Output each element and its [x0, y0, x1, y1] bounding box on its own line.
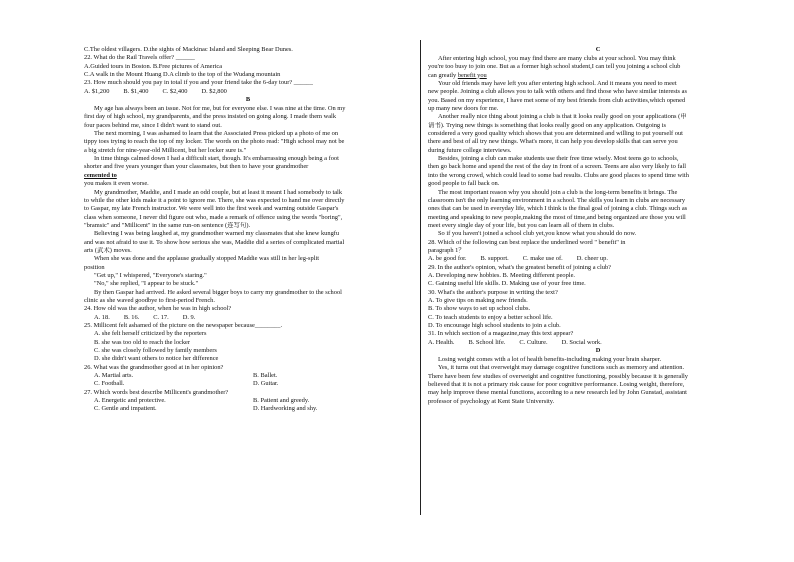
text-line: 22. What do the Rail Travels offer? ______: [84, 54, 195, 62]
text-line: The most important reason why you should join a club is the long-term benefits it brings. The: [438, 188, 678, 196]
text-line: into the wrong crowd, which could lead to some bad results. Clubs are good places to spend time with: [428, 171, 689, 179]
text-line: 23. How much should you pay in total if you and your friend take the 6-day tour? ______: [84, 79, 313, 87]
option: A. Energetic and protective.: [94, 397, 166, 405]
text-line: "Get up," I whispered, "Everyone's staring.": [94, 271, 207, 279]
option: D. she didn't want others to notice her difference: [94, 355, 219, 363]
q24-options: [84, 314, 412, 322]
passage-c-benefit-line: [428, 72, 768, 80]
text-line: position: [84, 263, 105, 271]
left-column: [84, 46, 412, 414]
section-heading-b: B: [245, 96, 251, 104]
text-line: Your old friends may have left you after entering high school. And it means you need to meet: [438, 80, 677, 88]
text-line: four paces behind me, since I didn't want to stand out.: [84, 121, 222, 129]
option: A. To give tips on making new friends.: [428, 296, 528, 304]
option: C. make use of.: [522, 255, 563, 263]
text-line: Believing I was being laughed at, my grandmother warned my classmates that she knew kungfu: [94, 230, 340, 238]
text-line: there and best of all try new things. What's more, it can help you develop skills that can serve you: [428, 138, 678, 146]
option: A. 18.: [94, 313, 110, 321]
text-line: C.The oldest villagers. D.the sights of Mackinac Island and Sleeping Bear Dunes.: [84, 46, 293, 53]
question-29: 29. In the author's opinion, what's the greatest benefit of joining a club?: [428, 263, 611, 271]
text-line: clinic as she waved goodbye to first-period French.: [84, 296, 215, 304]
text-line: you. Based on my experience, I have met some of my best friends from club activities,which opened: [428, 96, 686, 104]
text-line: My grandmother, Maddie, and I made an odd couple, but at least it meant I had somebody to talk: [94, 188, 343, 196]
option: A. be good for.: [428, 255, 467, 263]
text-line: "No," she replied, "I appear to be stuck.": [94, 280, 199, 288]
text-line: Besides, joining a club can make students use their free time wisely. Most teens go to schools,: [438, 155, 679, 163]
text-line: After entering high school, you may find there are many clubs at your school. You may think: [438, 55, 676, 62]
option: D. $2,800: [201, 87, 227, 95]
text-line: and was not afraid to use it. To show how serious she was, Maddie did a series of complicated martial: [84, 238, 345, 246]
text-line: meeting and speaking to new people,making the most of time,and being organized are those you will: [428, 213, 686, 221]
question-24: 24. How old was the author, when he was in high school?: [84, 305, 232, 313]
text-line: In time things calmed down I had a difficult start, though. It's embarrassing enough being a foot: [94, 155, 339, 163]
option: B. To show ways to set up school clubs.: [428, 305, 531, 313]
passage-c-part1: [428, 55, 768, 72]
text-line: So if you haven't joined a school club yet,you know what you should do now.: [438, 230, 637, 238]
text-line: considered a very good quality which shows that you are determined and willing to put yourself out: [428, 130, 683, 138]
question-26: 26. What was the grandmother good at in her opinion?: [84, 363, 224, 371]
text-line: A.Guided tours in Boston. B.Free pictures of America: [84, 62, 223, 70]
text-line: new people. Joining a club allows you to talk with others and find those who have similar interests as: [428, 88, 687, 96]
option: D. Social work.: [561, 338, 602, 346]
text-line: The next morning, I was ashamed to learn that the Associated Press picked up a photo of me on: [94, 130, 339, 138]
text-line: arts (武术) moves.: [84, 246, 132, 254]
text-line: good people to fall back on.: [428, 180, 500, 188]
text-line: Another really nice thing about joining a club is that it looks really good on your applications (申: [438, 113, 687, 121]
option: A. Developing new hobbies. B. Meeting different people.: [428, 271, 576, 279]
text-line: C.A walk in the Mount Huang D.A climb to the top of the Wudang mountain: [84, 71, 281, 79]
text-line: you makes it even worse.: [84, 180, 149, 188]
text-line: ones that can be used in everyday life, which I think is the final goal of joining a club. Things such as: [428, 205, 688, 213]
option: C. To teach students to enjoy a better school life.: [428, 313, 553, 321]
right-column: [428, 46, 768, 406]
option: C. she was closely followed by family members: [94, 347, 217, 355]
passage-c-part2: [428, 80, 768, 239]
text-line: classroom isn't the only learning environment in a school. The skills you learn in clubs are necessary: [428, 196, 686, 204]
text-line: 请书). Trying new things is something that looks really good on any application. Outgoing is: [428, 121, 666, 129]
q21-23-block: [84, 46, 412, 88]
option: C. Gentle and impatient.: [94, 405, 157, 413]
text-line: up many new doors for me.: [428, 105, 499, 113]
q23-options: [84, 88, 412, 96]
text-line: to while the other kids make it a point to ignore me. There, she was expected to hand me over directly: [84, 196, 345, 204]
option: B. Ballet.: [253, 372, 278, 380]
option: C. $2,400: [162, 87, 188, 95]
text-line: professor of psychology at Kent State University.: [428, 397, 555, 405]
option: B. $1,400: [123, 87, 149, 95]
option: A. Health.: [428, 338, 455, 346]
text-line: then go back home and spend the rest of the day in front of a screen. Teens are also very likely to fall: [428, 163, 686, 171]
q27-options-row2: [84, 405, 412, 413]
option: D. 9.: [182, 313, 196, 321]
option: C. Culture.: [519, 338, 548, 346]
text-line: a big stretch for nine-year-old Millicent, but her locker sure is.": [84, 146, 247, 154]
question-31: 31. In which section of a magazine,may this text appear?: [428, 330, 574, 338]
q26-options-row2: [84, 380, 412, 388]
option: D. To encourage high school students to join a club.: [428, 322, 561, 329]
underlined-word: benefit you: [457, 71, 487, 79]
section-heading-c: C: [595, 46, 601, 53]
text-line: Yes, it turns out that overweight may damage cognitive functions such as memory and attention.: [438, 364, 685, 372]
q31-options: [428, 339, 768, 347]
option: A. $1,200: [84, 87, 110, 95]
q27-options-row1: [84, 397, 412, 405]
option: C. Gaining useful life skills. D. Making use of your free time.: [428, 280, 586, 288]
q26-options-row1: [84, 372, 412, 380]
option: B. 16.: [123, 313, 140, 321]
option: D. Guitar.: [253, 380, 279, 388]
text-line: tippy toes trying to reach the top of my locker. The words on the photo read: "High school may not be: [84, 138, 345, 146]
text-line: shorter and five years younger than your classmates, but then to have your grandmother: [84, 163, 309, 171]
passage-b-part2: [84, 180, 412, 305]
option: A. she felt herself criticized by the reporters: [94, 330, 207, 338]
option: D. cheer up.: [576, 255, 608, 263]
text-line: My age has always been an issue. Not for me, but for everyone else. I was nine at the time. On my: [94, 105, 346, 113]
question-25: 25. Millicent felt ashamed of the picture on the newspaper because________.: [84, 322, 283, 329]
question-30: 30. What's the author's purpose in writing the text?: [428, 288, 558, 296]
option: D. Hardworking and shy.: [253, 405, 318, 413]
option: B. she was too old to reach the locker: [94, 338, 191, 346]
underlined-phrase: cemented to: [84, 171, 117, 179]
q28-options: [428, 255, 768, 263]
text-line: first day of high school, my grandparents, and the press insisted on going along. I made them walk: [84, 113, 337, 121]
option: B. School life.: [468, 338, 506, 346]
text-line: you're too busy to join one. But as a former high school student,I can tell you joining a school club: [428, 63, 681, 71]
text-line: may help improve these mental functions, according to a new research led by John Gunstad, assistant: [428, 389, 687, 397]
passage-b-cemented-line: [84, 172, 412, 180]
text-line: "bramsic" and "Millicent" in the same run-on sentence (连写句).: [84, 221, 251, 229]
text-line: believed that it is not a primary risk cause for poor cognitive performance. Losing weight, therefore,: [428, 381, 685, 389]
option: B. support.: [480, 255, 509, 263]
passage-d: [428, 356, 768, 406]
text-line: By then Gaspar had arrived. He asked several bigger boys to carry my grandmother to the school: [94, 288, 342, 296]
text-line: during future college interviews.: [428, 146, 512, 154]
text-line: There have been few studies of overweight and cognitive functioning, possibly because it is generally: [428, 372, 688, 380]
text-line: class when someone, I never did figure out who, made a remark of offence using the words "boring",: [84, 213, 343, 221]
text-line: to Gaspar, my late French instructor. We were well into the first week and warning outside Gaspar's: [84, 205, 339, 213]
option: A. Martial arts.: [94, 372, 134, 380]
option: B. Patient and greedy.: [253, 397, 310, 405]
option: C. 17.: [153, 313, 169, 321]
question-27: 27. Which words best describe Millicent's grandmother?: [84, 388, 229, 396]
option: C. Football.: [94, 380, 125, 388]
text-line: meet every single day of your life, but you can learn all of them in clubs.: [428, 221, 615, 229]
column-divider: [420, 40, 421, 515]
question-28-cont: paragraph 1？: [428, 246, 465, 254]
text-line: When she was done and the applause gradually stopped Maddie was still in her leg-split: [94, 255, 320, 263]
section-heading-d: D: [595, 347, 601, 355]
passage-text: can greatly: [428, 71, 458, 79]
text-line: Losing weight comes with a lot of health benefits-including making your brain sharper.: [438, 356, 662, 364]
passage-b-part1: [84, 105, 412, 172]
question-28: 28. Which of the following can best replace the underlined word " benefit" in: [428, 238, 626, 246]
